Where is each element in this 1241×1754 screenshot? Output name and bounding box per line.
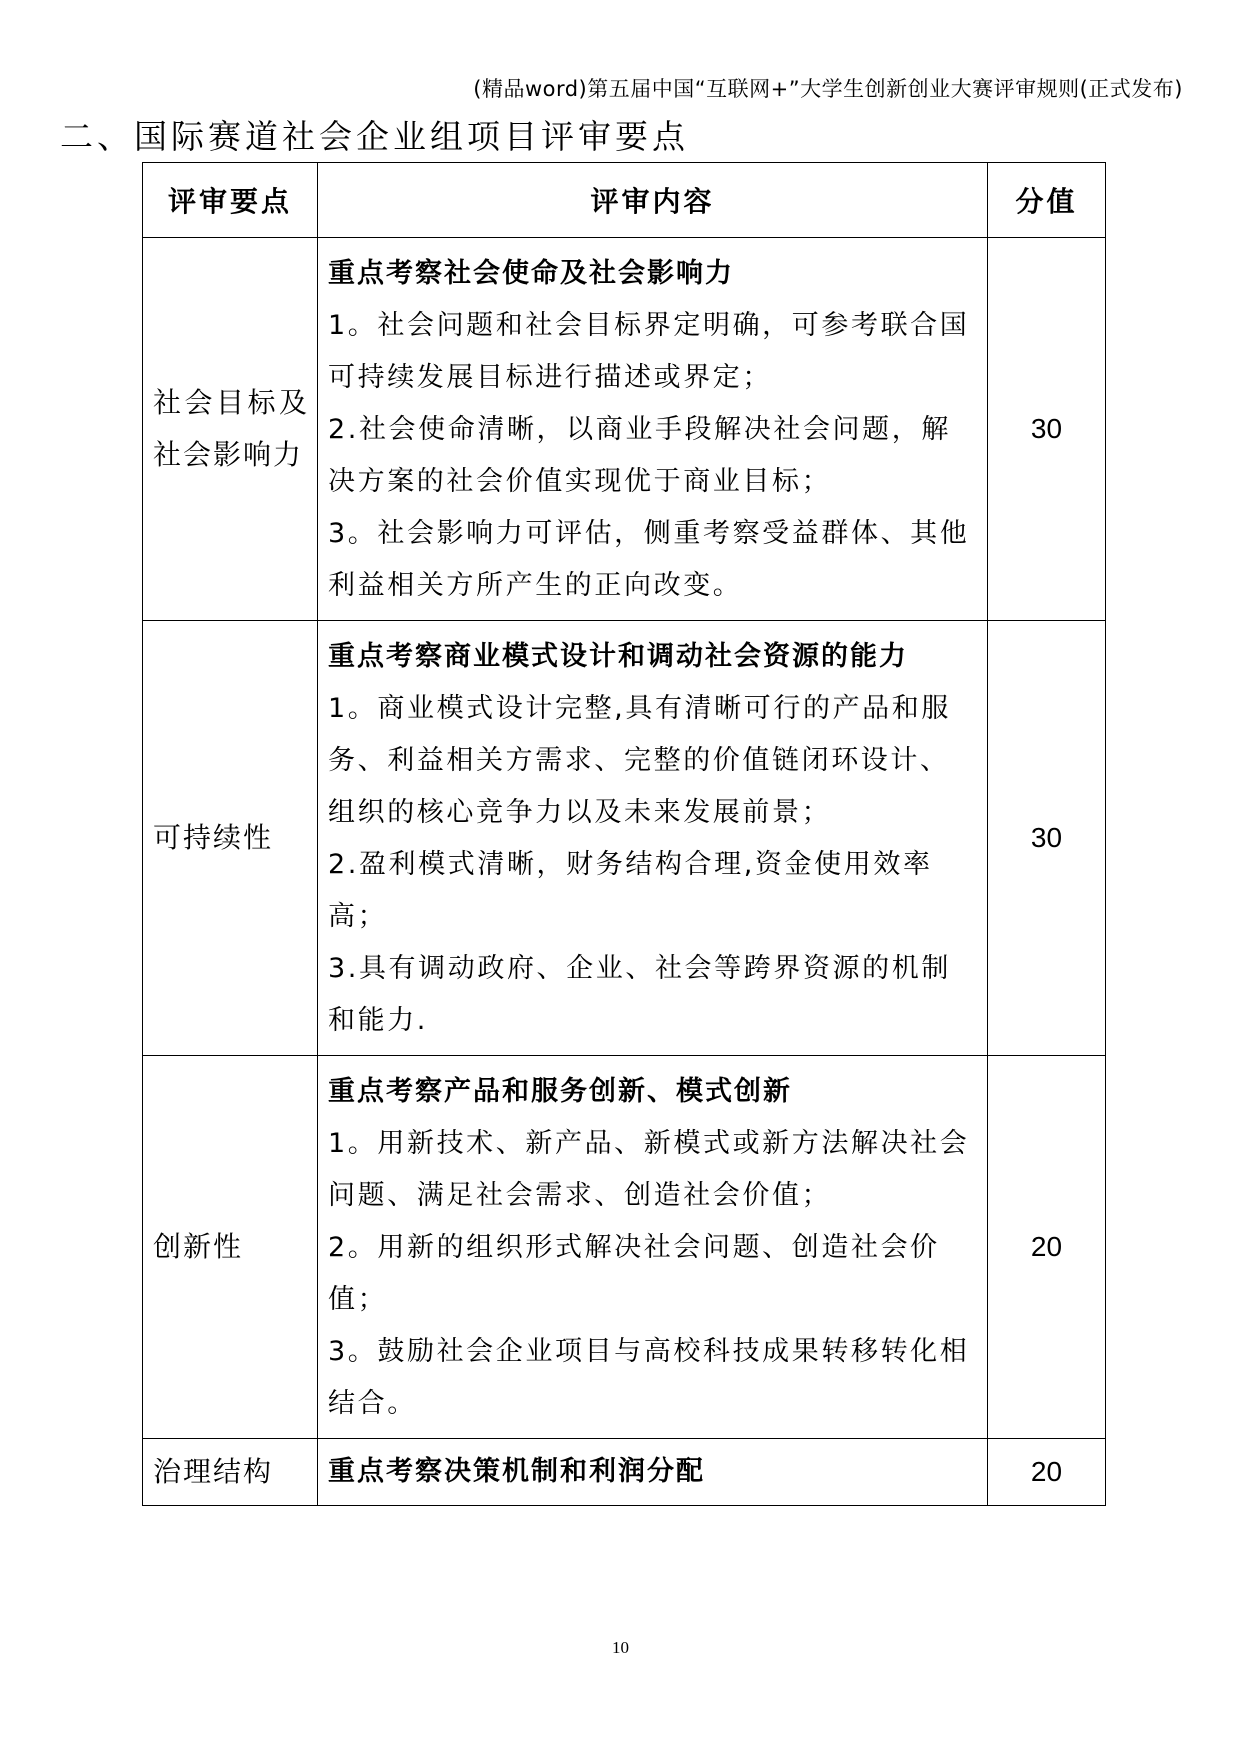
review-score: 20 (988, 1056, 1106, 1439)
review-criteria-table (142, 162, 1106, 1506)
review-item: 1。用新技术、新产品、新模式或新方法解决社会问题、满足社会需求、创造社会价值； (328, 1128, 970, 1211)
review-item: 2。用新的组织形式解决社会问题、创造社会价值； (328, 1232, 940, 1315)
section-heading: 二、国际赛道社会企业组项目评审要点 (60, 117, 689, 156)
review-focus: 重点考察决策机制和利润分配 (328, 1456, 705, 1487)
review-focus: 重点考察产品和服务创新、模式创新 (328, 1076, 792, 1107)
review-content-governance (318, 1439, 988, 1506)
review-content-sustainability (318, 621, 988, 1056)
review-content-innovation (318, 1056, 988, 1439)
table-row (143, 238, 1106, 621)
review-item: 1。商业模式设计完整,具有清晰可行的产品和服务、利益相关方需求、完整的价值链闭环设计、组织的核心竞争力以及未来发展前景； (328, 693, 951, 828)
review-item: 2.盈利模式清晰，财务结构合理,资金使用效率高； (328, 849, 933, 932)
table-header-row (143, 163, 1106, 238)
review-score: 20 (988, 1439, 1106, 1506)
table-row (143, 1056, 1106, 1439)
review-item: 3。鼓励社会企业项目与高校科技成果转移转化相结合。 (328, 1336, 970, 1419)
review-point-governance: 治理结构 (143, 1439, 318, 1506)
review-point-innovation: 创新性 (143, 1056, 318, 1439)
running-header: (精品word)第五届中国“互联网+”大学生创新创业大赛评审规则(正式发布) (473, 77, 1183, 101)
review-focus: 重点考察社会使命及社会影响力 (328, 258, 734, 289)
review-item: 2.社会使命清晰，以商业手段解决社会问题，解决方案的社会价值实现优于商业目标； (328, 414, 951, 497)
review-point-social-impact: 社会目标及社会影响力 (143, 238, 318, 621)
review-point-sustainability: 可持续性 (143, 621, 318, 1056)
page-number: 10 (612, 1638, 629, 1657)
review-item: 3。社会影响力可评估，侧重考察受益群体、其他利益相关方所产生的正向改变。 (328, 518, 970, 601)
review-content-social-impact (318, 238, 988, 621)
review-item: 3.具有调动政府、企业、社会等跨界资源的机制和能力. (328, 953, 951, 1036)
table-row (143, 621, 1106, 1056)
review-item: 1。社会问题和社会目标界定明确，可参考联合国可持续发展目标进行描述或界定； (328, 310, 970, 393)
review-focus: 重点考察商业模式设计和调动社会资源的能力 (328, 641, 908, 672)
table-row (143, 1439, 1106, 1506)
column-header-point: 评审要点 (143, 163, 318, 238)
column-header-content: 评审内容 (318, 163, 988, 238)
column-header-score: 分值 (988, 163, 1106, 238)
review-score: 30 (988, 238, 1106, 621)
review-score: 30 (988, 621, 1106, 1056)
